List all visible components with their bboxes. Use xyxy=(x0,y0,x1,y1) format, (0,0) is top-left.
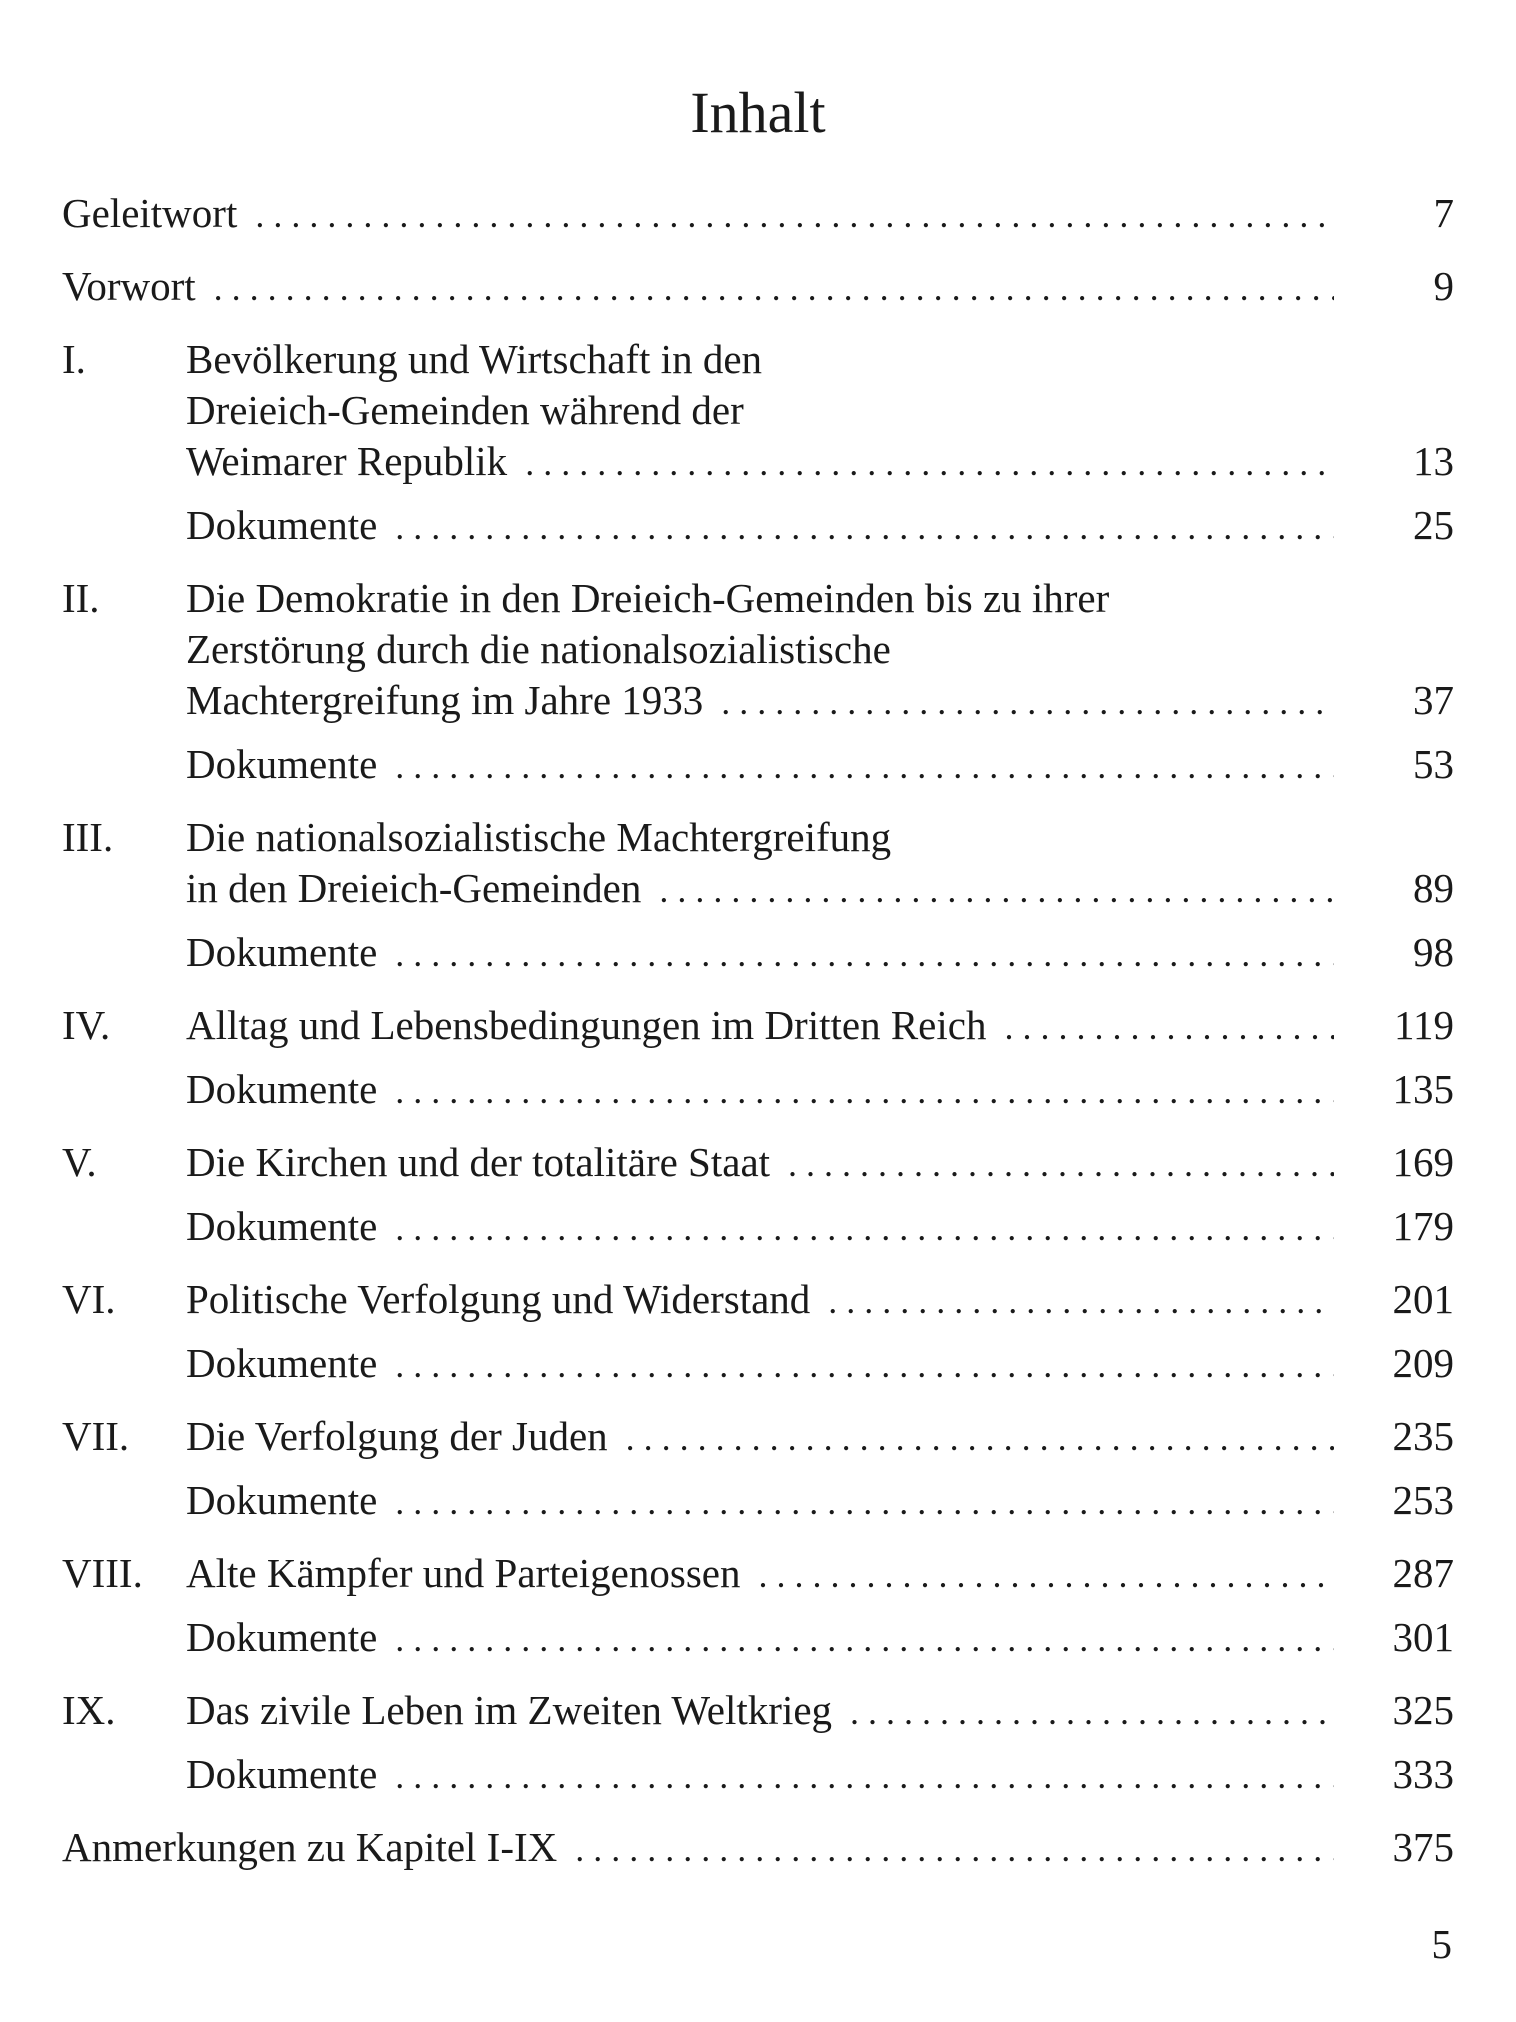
entry-title: Alltag und Lebensbedingungen im Dritten Reich xyxy=(186,1002,987,1048)
toc-documents-line xyxy=(62,1201,1454,1252)
documents-page-ref: 209 xyxy=(1392,1340,1454,1386)
page-ref: 89 xyxy=(1413,865,1454,911)
page-ref: 201 xyxy=(1392,1276,1454,1322)
chapter-number: III. xyxy=(62,814,114,860)
page-ref: 325 xyxy=(1392,1687,1454,1733)
chapter-number: IX. xyxy=(62,1687,116,1733)
entry-title: in den Dreieich-Gemeinden xyxy=(186,865,642,911)
documents-label: Dokumente xyxy=(186,741,378,787)
toc-line xyxy=(62,334,1454,385)
dot-leader xyxy=(659,865,1334,916)
page-number: 5 xyxy=(1431,1921,1452,1967)
toc-entry xyxy=(62,261,1454,312)
page-ref: 169 xyxy=(1392,1139,1454,1185)
toc-entry xyxy=(62,1274,1454,1389)
dot-leader xyxy=(255,190,1334,241)
documents-page-ref: 53 xyxy=(1413,741,1454,787)
dot-leader xyxy=(395,1477,1334,1528)
chapter-number: VIII. xyxy=(62,1550,143,1596)
page-ref: 13 xyxy=(1413,438,1454,484)
toc-entry xyxy=(62,1000,1454,1115)
toc-documents-line xyxy=(62,1338,1454,1389)
page-ref: 7 xyxy=(1433,190,1454,236)
toc-documents-line xyxy=(62,500,1454,551)
dot-leader xyxy=(850,1687,1334,1738)
dot-leader xyxy=(788,1139,1334,1190)
dot-leader xyxy=(395,741,1334,792)
toc-line xyxy=(62,261,1454,312)
documents-label: Dokumente xyxy=(186,1203,378,1249)
toc-line xyxy=(62,624,1454,675)
dot-leader xyxy=(214,263,1334,314)
toc-documents-line xyxy=(62,927,1454,978)
chapter-number: I. xyxy=(62,336,86,382)
toc-documents-line xyxy=(62,1475,1454,1526)
chapter-number: VII. xyxy=(62,1413,130,1459)
toc-entry xyxy=(62,1548,1454,1663)
dot-leader xyxy=(395,502,1334,553)
table-of-contents xyxy=(62,188,1454,1895)
documents-page-ref: 301 xyxy=(1392,1614,1454,1660)
toc-entry xyxy=(62,1685,1454,1800)
toc-documents-line xyxy=(62,1064,1454,1115)
dot-leader xyxy=(828,1276,1334,1327)
documents-label: Dokumente xyxy=(186,502,378,548)
chapter-number: IV. xyxy=(62,1002,111,1048)
toc-entry xyxy=(62,1822,1454,1873)
entry-title: Das zivile Leben im Zweiten Weltkrieg xyxy=(186,1687,833,1733)
toc-line xyxy=(62,188,1454,239)
dot-leader xyxy=(525,438,1334,489)
documents-label: Dokumente xyxy=(186,1614,378,1660)
toc-line xyxy=(62,1411,1454,1462)
entry-title: Anmerkungen zu Kapitel I-IX xyxy=(62,1824,558,1870)
toc-entry xyxy=(62,188,1454,239)
dot-leader xyxy=(758,1550,1334,1601)
entry-title: Die Kirchen und der totalitäre Staat xyxy=(186,1139,771,1185)
chapter-number: II. xyxy=(62,575,100,621)
dot-leader xyxy=(1004,1002,1334,1053)
entry-title: Bevölkerung und Wirtschaft in den xyxy=(186,336,763,382)
entry-title: Dreieich-Gemeinden während der xyxy=(186,387,744,433)
documents-label: Dokumente xyxy=(186,1477,378,1523)
entry-title: Vorwort xyxy=(62,263,196,309)
toc-documents-line xyxy=(62,1612,1454,1663)
entry-title: Die nationalsozialistische Machtergreifung xyxy=(186,814,892,860)
page-ref: 235 xyxy=(1392,1413,1454,1459)
dot-leader xyxy=(395,1066,1334,1117)
documents-label: Dokumente xyxy=(186,929,378,975)
entry-title: Geleitwort xyxy=(62,190,238,236)
toc-line xyxy=(62,675,1454,726)
dot-leader xyxy=(395,1751,1334,1802)
entry-title: Die Demokratie in den Dreieich-Gemeinden bis zu ihrer xyxy=(186,575,1110,621)
page-ref: 375 xyxy=(1392,1824,1454,1870)
dot-leader xyxy=(721,677,1334,728)
toc-entry xyxy=(62,1411,1454,1526)
dot-leader xyxy=(626,1413,1334,1464)
toc-line xyxy=(62,1274,1454,1325)
toc-line xyxy=(62,436,1454,487)
entry-title: Die Verfolgung der Juden xyxy=(186,1413,608,1459)
toc-line xyxy=(62,573,1454,624)
toc-line xyxy=(62,1685,1454,1736)
entry-title: Alte Kämpfer und Parteigenossen xyxy=(186,1550,741,1596)
toc-line xyxy=(62,1548,1454,1599)
documents-page-ref: 253 xyxy=(1392,1477,1454,1523)
page-ref: 9 xyxy=(1433,263,1454,309)
entry-title: Politische Verfolgung und Widerstand xyxy=(186,1276,811,1322)
toc-line xyxy=(62,385,1454,436)
page-ref: 37 xyxy=(1413,677,1454,723)
page-title: Inhalt xyxy=(690,80,826,145)
entry-title: Zerstörung durch die nationalsozialistische xyxy=(186,626,891,672)
documents-page-ref: 25 xyxy=(1413,502,1454,548)
toc-documents-line xyxy=(62,1749,1454,1800)
documents-label: Dokumente xyxy=(186,1066,378,1112)
dot-leader xyxy=(395,929,1334,980)
toc-documents-line xyxy=(62,739,1454,790)
toc-entry xyxy=(62,812,1454,978)
dot-leader xyxy=(395,1340,1334,1391)
toc-entry xyxy=(62,334,1454,551)
documents-label: Dokumente xyxy=(186,1751,378,1797)
toc-entry xyxy=(62,573,1454,790)
documents-page-ref: 98 xyxy=(1413,929,1454,975)
chapter-number: V. xyxy=(62,1139,97,1185)
entry-title: Weimarer Republik xyxy=(186,438,508,484)
toc-line xyxy=(62,1000,1454,1051)
entry-title: Machtergreifung im Jahre 1933 xyxy=(186,677,704,723)
toc-line xyxy=(62,812,1454,863)
toc-entry xyxy=(62,1137,1454,1252)
documents-page-ref: 333 xyxy=(1392,1751,1454,1797)
toc-line xyxy=(62,863,1454,914)
chapter-number: VI. xyxy=(62,1276,116,1322)
dot-leader xyxy=(395,1614,1334,1665)
toc-line xyxy=(62,1822,1454,1873)
page-ref: 287 xyxy=(1392,1550,1454,1596)
page-ref: 119 xyxy=(1394,1002,1454,1048)
dot-leader xyxy=(575,1824,1334,1875)
documents-page-ref: 179 xyxy=(1392,1203,1454,1249)
dot-leader xyxy=(395,1203,1334,1254)
documents-label: Dokumente xyxy=(186,1340,378,1386)
toc-line xyxy=(62,1137,1454,1188)
documents-page-ref: 135 xyxy=(1392,1066,1454,1112)
